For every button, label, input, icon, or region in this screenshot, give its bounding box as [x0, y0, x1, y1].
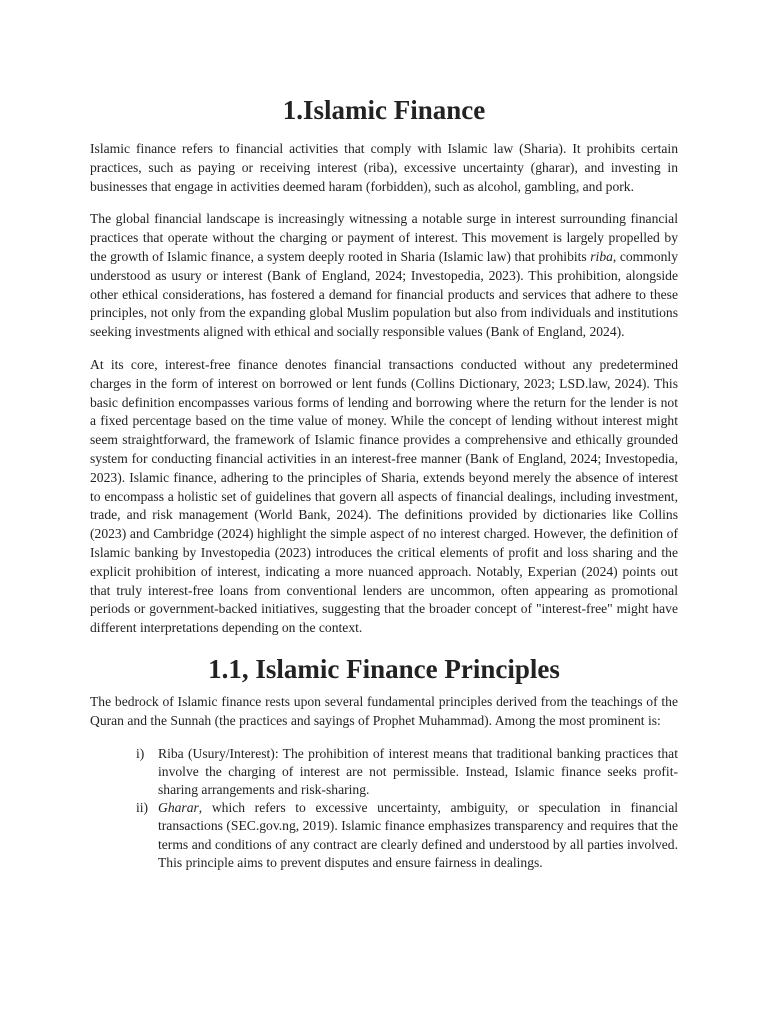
list-marker: i): [136, 745, 145, 761]
subsection-title: 1.1, Islamic Finance Principles: [208, 653, 560, 684]
principles-list: [90, 745, 678, 872]
paragraph-text: The global financial landscape is increasingly witnessing a notable surge in interest surrounding financial practices that operate without the charging or payment of interest. This movement is largely propelled by the growth of Islamic finance, a system deeply rooted in Sharia (Islamic law) that prohibits: [90, 211, 678, 264]
section-title: 1.Islamic Finance: [282, 95, 486, 125]
list-item: [136, 745, 678, 800]
paragraph-definition: Islamic finance refers to financial activities that comply with Islamic law (Sharia). It prohibits certain practices, such as paying or receiving interest (riba), excessive uncertainty (gharar), and investing in businesses that engage in activities deemed haram (forbidden), such as alcohol, gambling, and pork.: [90, 141, 678, 194]
list-item-text: , which refers to excessive uncertainty, ambiguity, or speculation in financial transactions (SEC.gov.ng, 2019). Islamic finance emphasizes transparency and requires that the terms and conditions of any contract are clearly defined and understood by all parties involved. This principle aims to prevent disputes and ensure fairness in dealings.: [158, 800, 678, 870]
list-item: [136, 799, 678, 872]
paragraph-interest-free-finance: At its core, interest-free finance denotes financial transactions conducted without any predetermined charges in the form of interest on borrowed or lent funds (Collins Dictionary, 2023; LSD.law, 2024). This basic definition encompasses various forms of lending and borrowing where the return for the lender is not a fixed percentage based on the time value of money. While the concept of lending without interest might seem straightforward, the framework of Islamic finance provides a comprehensive and ethically grounded system for conducting financial activities in an interest-free manner (Bank of England, 2024; Investopedia, 2023). Islamic finance, adhering to the principles of Sharia, extends beyond merely the absence of interest to encompass a holistic set of guidelines that govern all aspects of financial dealings, including investment, trade, and risk management (World Bank, 2024). The definitions provided by dictionaries like Collins (2023) and Cambridge (2024) highlight the simple aspect of no interest charged. However, the definition of Islamic banking by Investopedia (2023) introduces the critical elements of profit and loss sharing and the explicit prohibition of interest, indicating a more nuanced approach. Notably, Experian (2024) points out that truly interest-free loans from conventional lenders are uncommon, often appearing as promotional periods or government-backed initiatives, suggesting that the broader concept of "interest-free" might have different interpretations depending on the context.: [90, 356, 678, 636]
paragraph-principles-intro: The bedrock of Islamic finance rests upon several fundamental principles derived from the teachings of the Quran and the Sunnah (the practices and sayings of Prophet Muhammad). Among the most prominent is:: [90, 693, 678, 728]
italic-term-gharar: Gharar: [158, 800, 199, 816]
paragraph-global-landscape: [90, 210, 678, 342]
italic-term-riba: riba: [590, 248, 613, 264]
paragraph-text: , commonly understood as usury or interest (Bank of England, 2024; Investopedia, 2023). This prohibition, alongside other ethical considerations, has fostered a demand for financial products and services that adhere to these principles, not only from the expanding global Muslim population but also from individuals and institutions seeking investments aligned with ethical and socially responsible values (Bank of England, 2024).: [90, 248, 678, 340]
list-item-text: Riba (Usury/Interest): The prohibition of interest means that traditional banking practices that involve the charging of interest are not permissible. Instead, Islamic finance seeks profit-sharing arrangements and risk-sharing.: [158, 745, 678, 797]
list-marker: ii): [136, 800, 149, 816]
